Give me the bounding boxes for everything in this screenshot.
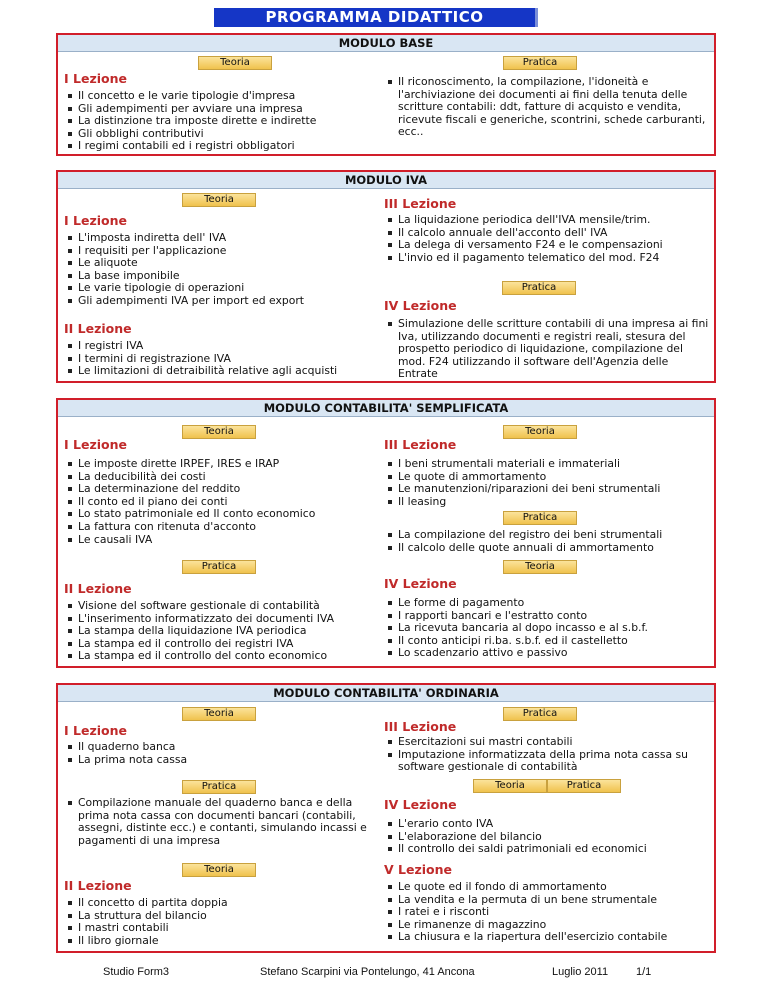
footer-date: Luglio 2011 (552, 966, 609, 978)
pratica-list (388, 76, 706, 139)
list-item: La deducibilità dei costi (68, 471, 315, 484)
lesson-title: V Lezione (384, 862, 452, 877)
lesson-title: IV Lezione (384, 797, 457, 812)
list-item: La prima nota cassa (68, 754, 187, 767)
lesson-list (68, 90, 316, 153)
list-item: Lo stato patrimoniale ed Il conto economico (68, 508, 315, 521)
list-item: I mastri contabili (68, 922, 228, 935)
pratica-badge: Pratica (503, 511, 577, 525)
list-item: La distinzione tra imposte dirette e indirette (68, 115, 316, 128)
lesson-list (388, 318, 710, 381)
list-item: Compilazione manuale del quaderno banca e della prima nota cassa con documenti bancari (contabili, assegni, distinte ecc.) e contanti, simulando incassi e pagamenti di una impresa (68, 797, 368, 847)
pratica-list (388, 529, 662, 554)
teoria-badge: Teoria (503, 560, 577, 574)
list-item: Il conto anticipi ri.ba. s.b.f. ed il castelletto (388, 635, 648, 648)
module-iva (56, 170, 716, 383)
list-item: L'elaborazione del bilancio (388, 831, 647, 844)
module-ordinaria (56, 683, 716, 953)
lesson-list (388, 818, 647, 856)
lesson-list (388, 214, 663, 264)
lesson-title: I Lezione (64, 437, 127, 452)
list-item: La delega di versamento F24 e le compensazioni (388, 239, 663, 252)
module-base (56, 33, 716, 156)
lesson-title: IV Lezione (384, 576, 457, 591)
lesson-title: I Lezione (64, 213, 127, 228)
teoria-badge: Teoria (503, 425, 577, 439)
list-item: La stampa ed il controllo dei registri IVA (68, 638, 334, 651)
pratica-badge: Pratica (503, 56, 577, 70)
list-item: I registri IVA (68, 340, 337, 353)
teoria-badge: Teoria (198, 56, 272, 70)
pratica-badge: Pratica (182, 780, 256, 794)
list-item: I rapporti bancari e l'estratto conto (388, 610, 648, 623)
list-item: Il leasing (388, 496, 660, 509)
list-item: La determinazione del reddito (68, 483, 315, 496)
list-item: Simulazione delle scritture contabili di una impresa ai fini Iva, utilizzando documenti e registri reali, stesura del prospetto periodico di liquidazione, compilazione del mod. F24 utilizzando il software dell'Agenzia delle Entrate (388, 318, 710, 381)
list-item: La compilazione del registro dei beni strumentali (388, 529, 662, 542)
list-item: Il calcolo annuale dell'acconto dell' IVA (388, 227, 663, 240)
page-title: PROGRAMMA DIDATTICO (214, 8, 538, 27)
list-item: Le quote di ammortamento (388, 471, 660, 484)
lesson-list (68, 340, 337, 378)
list-item: Imputazione informatizzata della prima nota cassa su software gestionale di contabilità (388, 749, 713, 774)
list-item: Le manutenzioni/riparazioni dei beni strumentali (388, 483, 660, 496)
list-item: Il quaderno banca (68, 741, 187, 754)
lesson-title: II Lezione (64, 321, 132, 336)
module-heading: MODULO BASE (58, 35, 714, 52)
lesson-title: IV Lezione (384, 298, 457, 313)
list-item: Il controllo dei saldi patrimoniali ed economici (388, 843, 647, 856)
list-item: Il concetto di partita doppia (68, 897, 228, 910)
list-item: La ricevuta bancaria al dopo incasso e al s.b.f. (388, 622, 648, 635)
pratica-badge: Pratica (503, 707, 577, 721)
list-item: La stampa della liquidazione IVA periodica (68, 625, 334, 638)
list-item: La vendita e la permuta di un bene strumentale (388, 894, 667, 907)
list-item: Il libro giornale (68, 935, 228, 948)
teoria-badge: Teoria (473, 779, 547, 793)
list-item: Il conto ed il piano dei conti (68, 496, 315, 509)
lesson-title: I Lezione (64, 71, 127, 86)
list-item: Il concetto e le varie tipologie d'impresa (68, 90, 316, 103)
teoria-badge: Teoria (182, 863, 256, 877)
lesson-list (388, 597, 648, 660)
list-item: L'inserimento informatizzato dei documenti IVA (68, 613, 334, 626)
lesson-title: III Lezione (384, 437, 457, 452)
lesson-list (68, 232, 304, 308)
list-item: L'erario conto IVA (388, 818, 647, 831)
module-heading: MODULO CONTABILITA' ORDINARIA (58, 685, 714, 702)
list-item: Le aliquote (68, 257, 304, 270)
lesson-list (68, 897, 228, 947)
list-item: Le forme di pagamento (388, 597, 648, 610)
lesson-title: III Lezione (384, 196, 457, 211)
list-item: Il calcolo delle quote annuali di ammortamento (388, 542, 662, 555)
list-item: Gli obblighi contributivi (68, 128, 316, 141)
list-item: La chiusura e la riapertura dell'esercizio contabile (388, 931, 667, 944)
list-item: L'invio ed il pagamento telematico del mod. F24 (388, 252, 663, 265)
list-item: Le limitazioni di detraibilità relative agli acquisti (68, 365, 337, 378)
list-item: Lo scadenzario attivo e passivo (388, 647, 648, 660)
module-heading: MODULO IVA (58, 172, 714, 189)
lesson-list (388, 881, 667, 944)
lesson-list (388, 736, 713, 774)
teoria-badge: Teoria (182, 707, 256, 721)
list-item: La liquidazione periodica dell'IVA mensile/trim. (388, 214, 663, 227)
list-item: Le varie tipologie di operazioni (68, 282, 304, 295)
pratica-list (68, 797, 368, 847)
list-item: La base imponibile (68, 270, 304, 283)
list-item: Gli adempimenti IVA per import ed export (68, 295, 304, 308)
list-item: La struttura del bilancio (68, 910, 228, 923)
lesson-list (68, 458, 315, 546)
list-item: La stampa ed il controllo del conto economico (68, 650, 334, 663)
lesson-title: II Lezione (64, 878, 132, 893)
pratica-badge: Pratica (547, 779, 621, 793)
list-item: I regimi contabili ed i registri obbligatori (68, 140, 316, 153)
teoria-badge: Teoria (182, 425, 256, 439)
lesson-title: II Lezione (64, 581, 132, 596)
list-item: Gli adempimenti per avviare una impresa (68, 103, 316, 116)
list-item: Le rimanenze di magazzino (388, 919, 667, 932)
footer-org: Studio Form3 (103, 966, 170, 978)
list-item: L'imposta indiretta dell' IVA (68, 232, 304, 245)
pratica-badge: Pratica (182, 560, 256, 574)
lesson-list (68, 741, 187, 766)
list-item: I requisiti per l'applicazione (68, 245, 304, 258)
lesson-list (388, 458, 660, 508)
footer-page: 1/1 (636, 966, 652, 978)
pratica-badge: Pratica (502, 281, 576, 295)
list-item: Le imposte dirette IRPEF, IRES e IRAP (68, 458, 315, 471)
lesson-list (68, 600, 334, 663)
teoria-badge: Teoria (182, 193, 256, 207)
list-item: Il riconoscimento, la compilazione, l'idoneità e l'archiviazione dei documenti ai fini della tenuta delle scritture contabili: ddt, fatture di acquisto e vendita, ricevute fiscali e generiche, scontrini, schede carburanti, ecc.. (388, 76, 706, 139)
list-item: I ratei e i risconti (388, 906, 667, 919)
list-item: I termini di registrazione IVA (68, 353, 337, 366)
list-item: Visione del software gestionale di contabilità (68, 600, 334, 613)
list-item: I beni strumentali materiali e immateriali (388, 458, 660, 471)
list-item: Le causali IVA (68, 534, 315, 547)
list-item: Le quote ed il fondo di ammortamento (388, 881, 667, 894)
module-semplificata (56, 398, 716, 668)
list-item: Esercitazioni sui mastri contabili (388, 736, 713, 749)
list-item: La fattura con ritenuta d'acconto (68, 521, 315, 534)
lesson-title: I Lezione (64, 723, 127, 738)
module-heading: MODULO CONTABILITA' SEMPLIFICATA (58, 400, 714, 417)
lesson-title: III Lezione (384, 719, 457, 734)
footer-address: Stefano Scarpini via Pontelungo, 41 Ancona (260, 966, 475, 978)
